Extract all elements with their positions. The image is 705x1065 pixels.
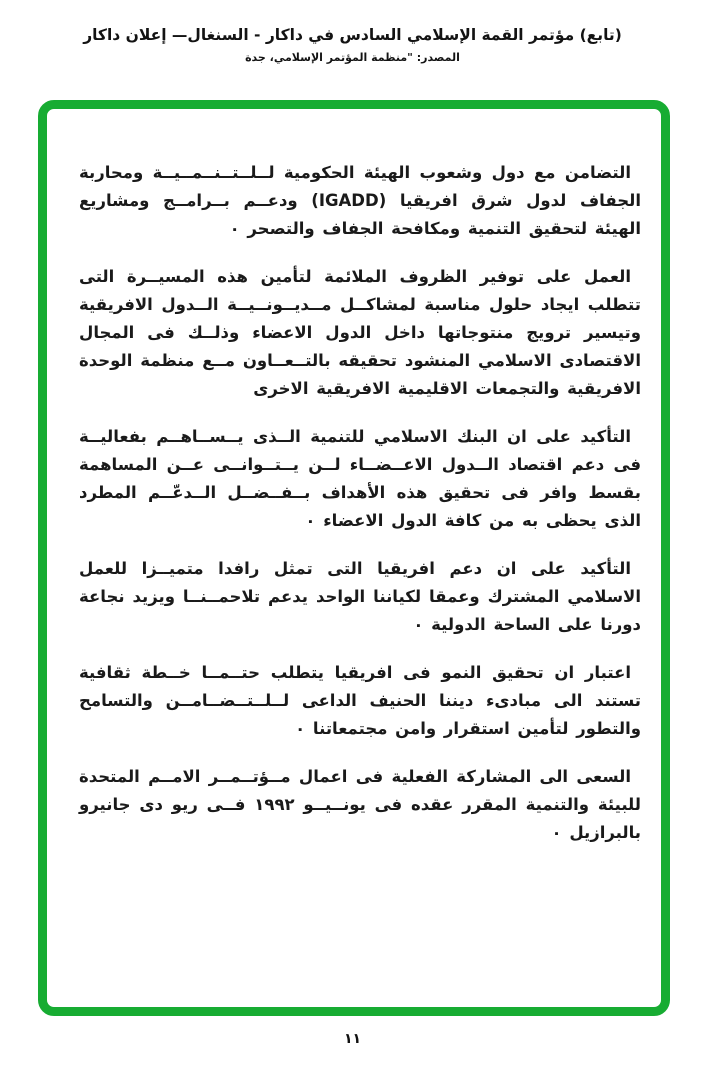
paragraph-3: التأكيد على ان البنك الاسلامي للتنمية الــذى يــســاهــم بفعاليــة فى دعم اقتصاد الــدول الاعــضــاء لــن يــتــوانــى عــن المساهمة بقسط وافر فى تحقيق هذه الأهداف بــفــضــل الــدعّــم المطرد الذى يحظى به من كافة الدول الاعضاء ٠: [79, 427, 641, 530]
page-header: [0, 26, 705, 64]
page-title: (تابع) مؤتمر القمة الإسلامي السادس في داكار - السنغال— إعلان داكار: [83, 26, 622, 44]
document-body: [79, 159, 641, 867]
paragraph-1: التضامن مع دول وشعوب الهيئة الحكومية لــلــتــنــمــيــة ومحاربة الجفاف لدول شرق افريقيا (IGADD) ودعــم بــرامــج ومشاريع الهيئة لتحقيق التنمية ومكافحة الجفاف والتصحر ٠: [79, 163, 641, 238]
page-number: ١١: [343, 1031, 362, 1047]
paragraph-5: اعتبار ان تحقيق النمو فى افريقيا يتطلب حتــمــا خــطة ثقافية تستند الى مبادىء ديننا الحنيف الداعى لــلــتــضــامــن والتسامح والتطور لتأمين استقرار وامن مجتمعاتنا ٠: [79, 663, 641, 738]
paragraph-4: التأكيد على ان دعم افريقيا التى تمثل رافدا متميــزا للعمل الاسلامي المشترك وعمقا لكياننا الواحد يدعم تلاحمــنــا ويزيد نجاعة دورنا على الساحة الدولية ٠: [79, 559, 641, 634]
content-border-box: [38, 100, 670, 1016]
paragraph-2: العمل على توفير الظروف الملائمة لتأمين هذه المسيــرة التى تتطلب ايجاد حلول مناسبة لمشاكــل مــديــونــيــة الــدول الافريقية وتيسير ترويج منتوجاتها داخل الدول الاعضاء وذلــك فى المجال الاقتصادى الاسلامي المنشود تحقيقه بالتــعــاون مــع منظمة الوحدة الافريقية والتجمعات الاقليمية الافريقية الاخرى: [79, 267, 641, 398]
source-line: المصدر: "منظمة المؤتمر الإسلامي، جدة: [245, 51, 460, 64]
paragraph-6: السعى الى المشاركة الفعلية فى اعمال مــؤتــمــر الامــم المتحدة للبيئة والتنمية المقرر عقده فى يونــيــو ١٩٩٢ فــى ريو دى جانيرو بالبرازيل ٠: [79, 767, 641, 842]
